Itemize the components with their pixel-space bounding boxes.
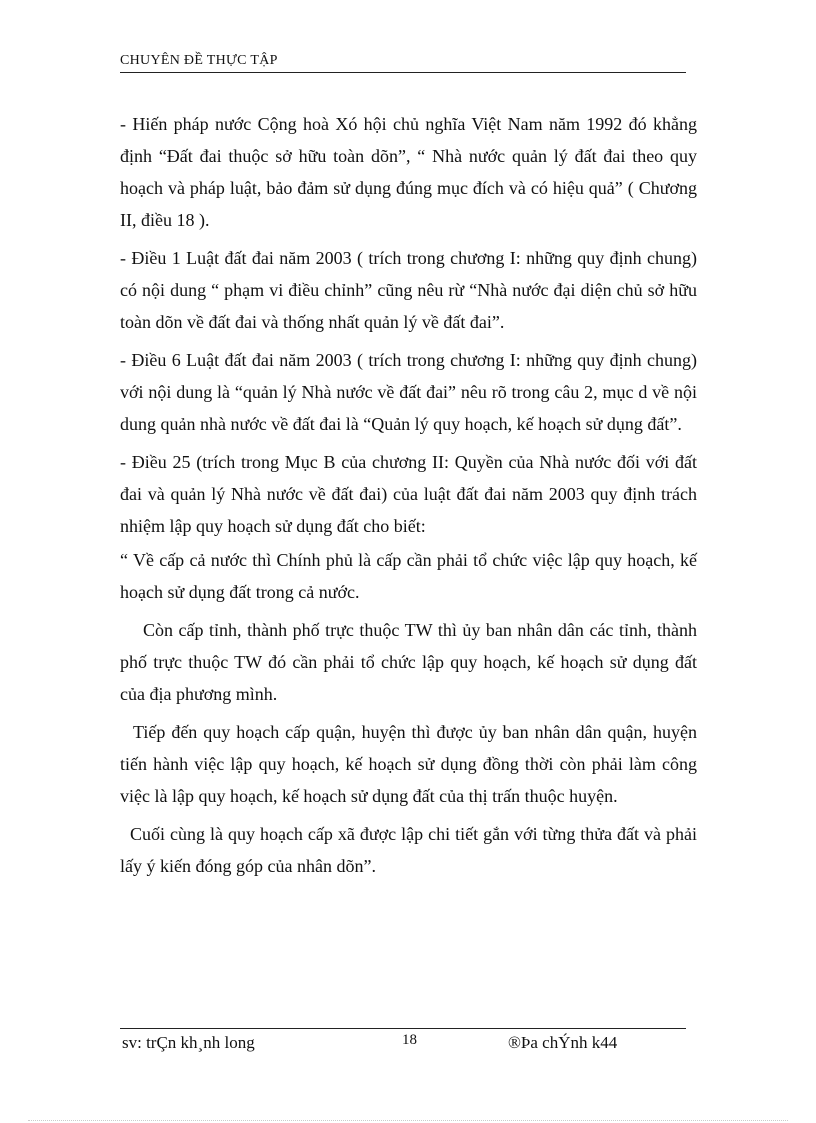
paragraph-district-level: Tiếp đến quy hoạch cấp quận, huyện thì được ủy ban nhân dân quận, huyện tiến hành việc lập quy hoạch, kế hoạch sử dụng đồng thời còn phải làm công việc là lập quy hoạch, kế hoạch sử dụng đất của thị trấn thuộc huyện.	[120, 722, 697, 806]
footer-class-info: ®Þa chÝnh k44	[508, 1033, 618, 1052]
paragraph-national-level: “ Về cấp cả nước thì Chính phủ là cấp cần phải tổ chức việc lập quy hoạch, kế hoạch sử dụng đất trong cả nước.	[120, 550, 697, 602]
footer-author: sv: trÇn kh¸nh long	[122, 1033, 255, 1052]
page-footer	[120, 1028, 686, 1059]
paragraph-constitution: - Hiến pháp nước Cộng hoà Xó hội chủ nghĩa Việt Nam năm 1992 đó khẳng định “Đất đai thuộc sở hữu toàn dõn”, “ Nhà nước quản lý đất đai theo quy hoạch và pháp luật, bảo đảm sử dụng đúng mục đích và có hiệu quả” ( Chương II, điều 18 ).	[120, 114, 697, 230]
paragraph-provincial-level: Còn cấp tỉnh, thành phố trực thuộc TW thì ủy ban nhân dân các tỉnh, thành phố trực thuộc TW đó cần phải tổ chức lập quy hoạch, kế hoạch sử dụng đất của địa phương mình.	[120, 620, 697, 704]
paragraph-article-1: - Điều 1 Luật đất đai năm 2003 ( trích trong chương I: những quy định chung) có nội dung “ phạm vi điều chỉnh” cũng nêu rừ “Nhà nước đại diện chủ sở hữu toàn dõn về đất đai và thống nhất quản lý về đất đai”.	[120, 248, 697, 332]
document-body	[120, 108, 697, 888]
paragraph-commune-level: Cuối cùng là quy hoạch cấp xã được lập chi tiết gắn với từng thửa đất và phải lấy ý kiến đóng góp của nhân dõn”.	[120, 824, 697, 876]
page-number: 18	[402, 1032, 417, 1048]
header-title: CHUYÊN ĐỀ THỰC TẬP	[120, 53, 278, 68]
paragraph-article-25: - Điều 25 (trích trong Mục B của chương II: Quyền của Nhà nước đối với đất đai và quản lý Nhà nước về đất đai) của luật đất đai năm 2003 quy định trách nhiệm lập quy hoạch sử dụng đất cho biết:	[120, 452, 697, 536]
page-edge-divider	[28, 1120, 788, 1121]
page-header	[120, 52, 686, 73]
paragraph-article-6: - Điều 6 Luật đất đai năm 2003 ( trích trong chương I: những quy định chung) với nội dung là “quản lý Nhà nước về đất đai” nêu rõ trong câu 2, mục d về nội dung quản nhà nước về đất đai là “Quản lý quy hoạch, kế hoạch sử dụng đất”.	[120, 350, 697, 434]
